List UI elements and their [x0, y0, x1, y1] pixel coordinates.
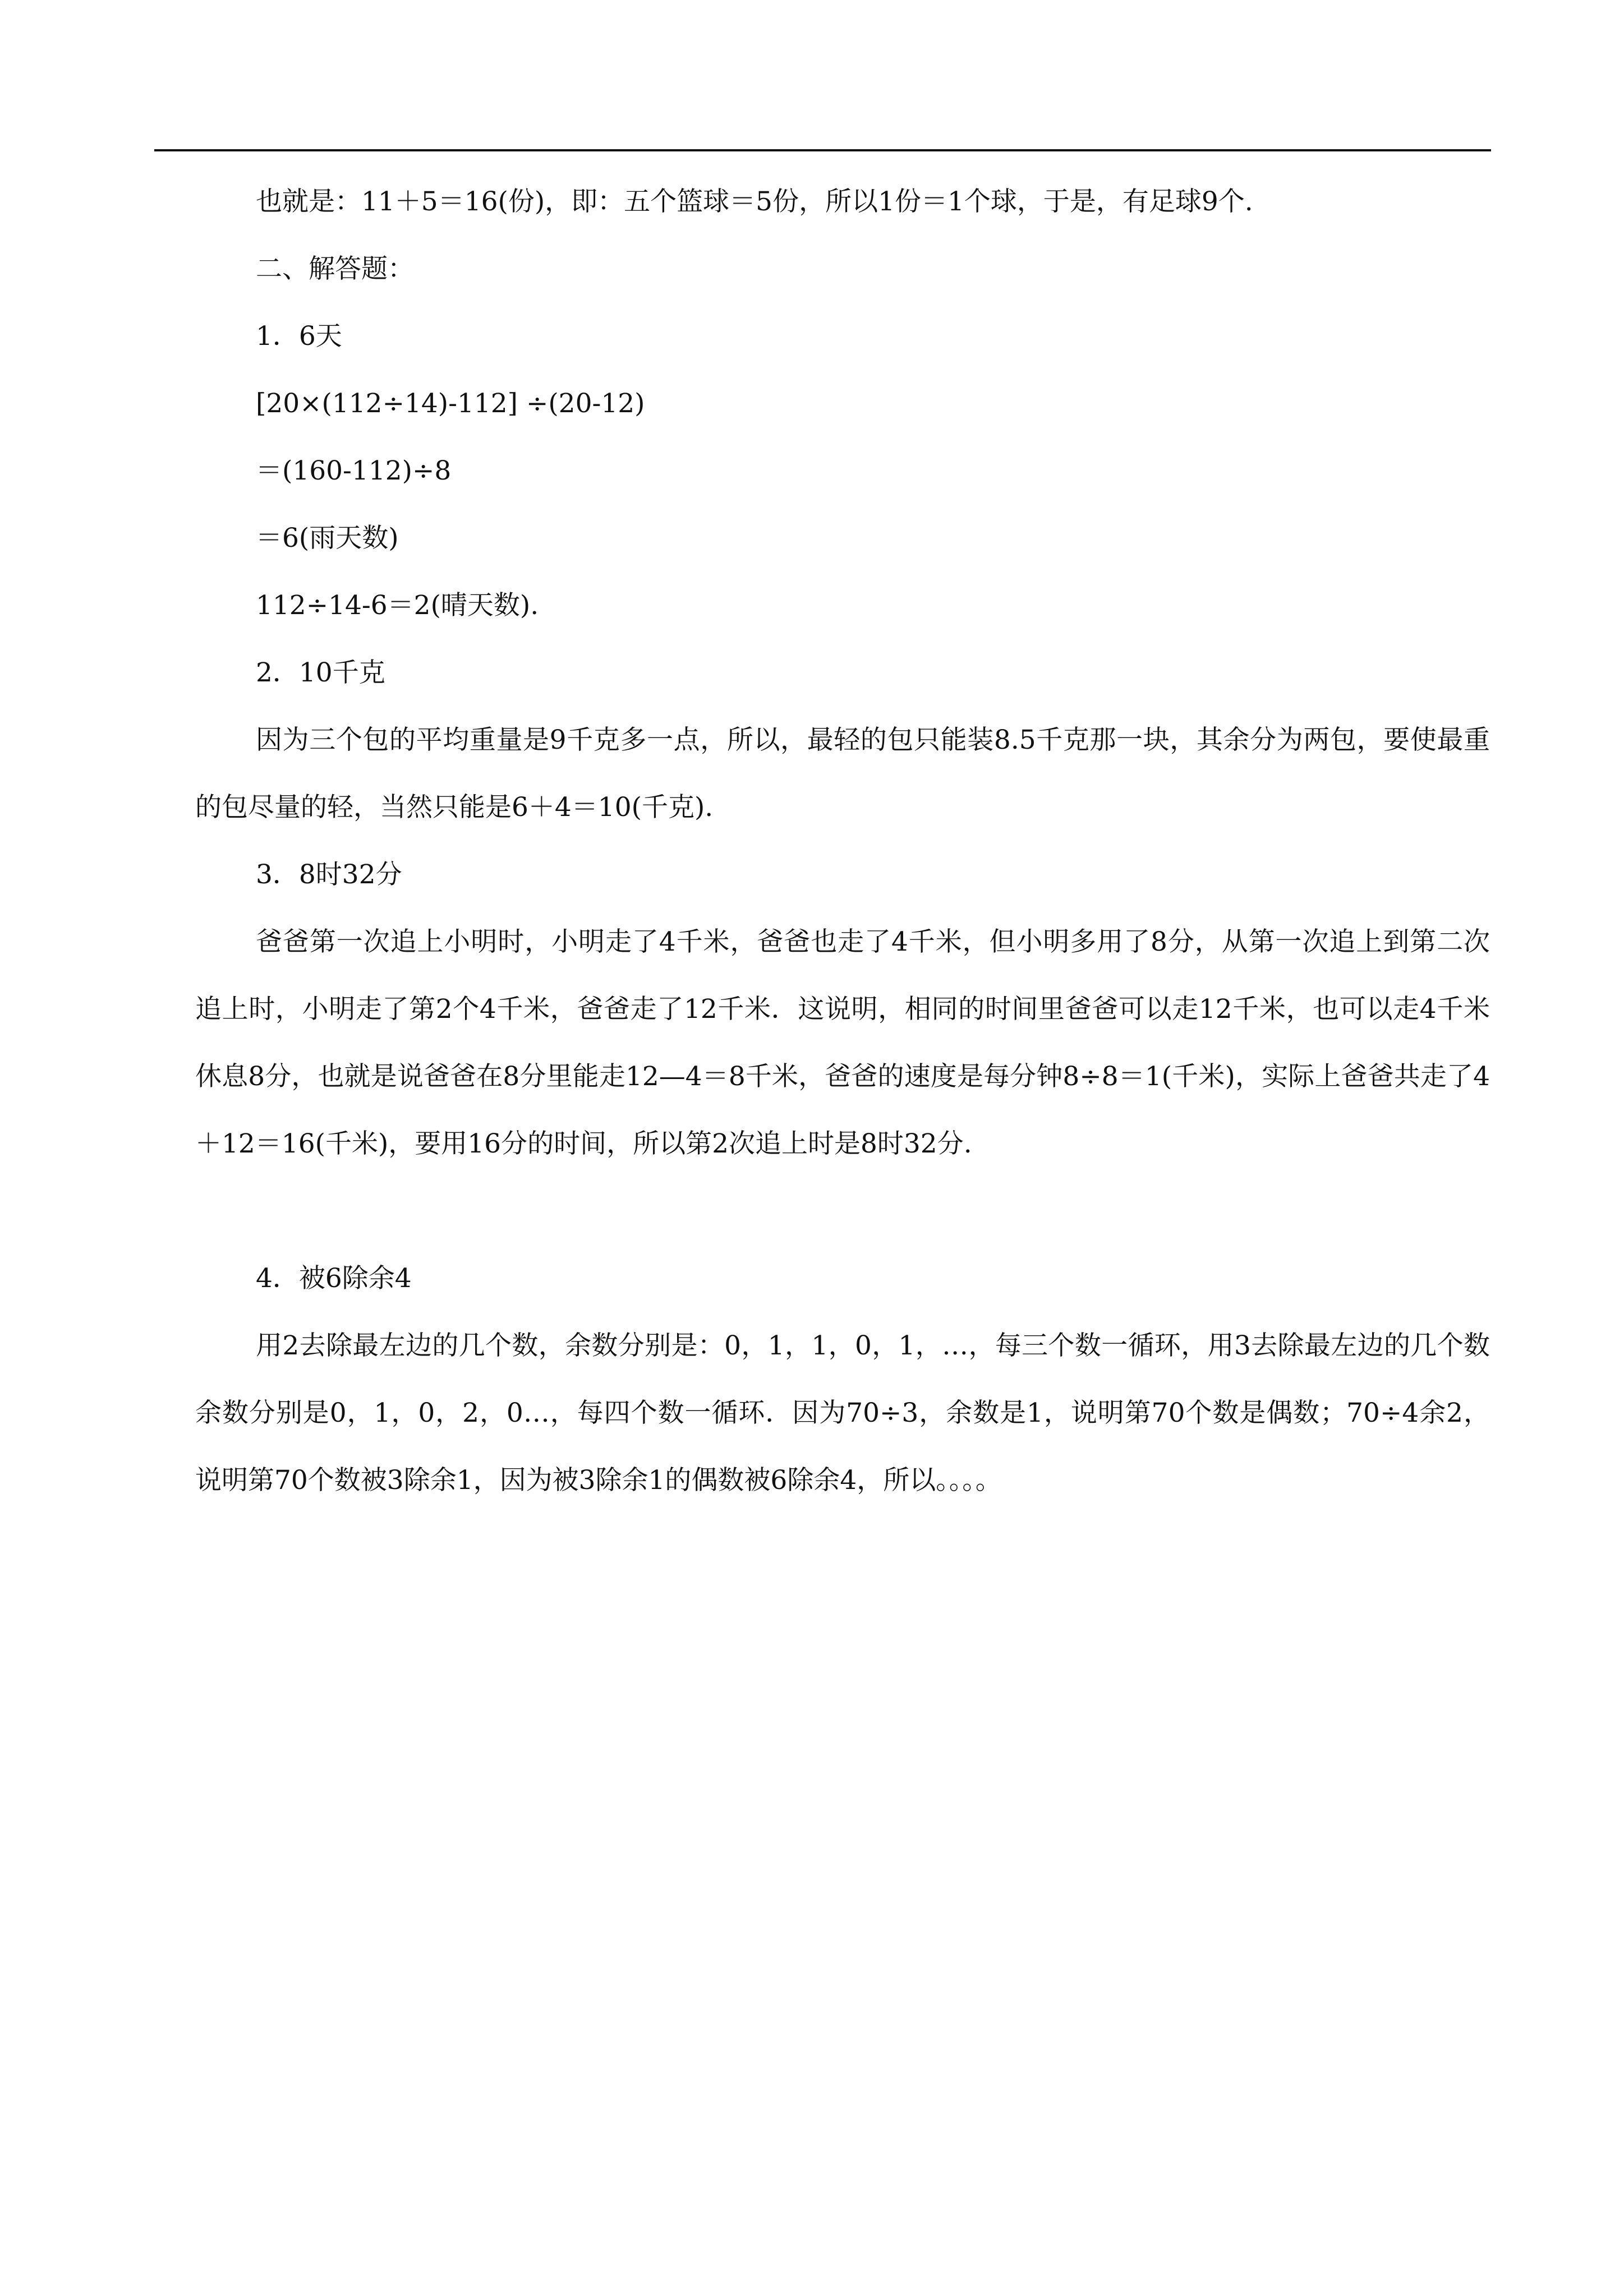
answer-4-block [256, 1245, 1490, 1312]
answer-4-explanation-block [195, 1312, 1490, 1514]
answer-2-heading: 2．10千克 [256, 657, 385, 688]
document-body [256, 168, 1490, 707]
equation-line: ＝6(雨天数) [256, 523, 399, 554]
header-rule [154, 149, 1491, 151]
text-line: 也就是：11＋5＝16(份)，即：五个篮球＝5份，所以1份＝1个球，于是，有足球9个. [256, 186, 1253, 217]
equation-line: 112÷14-6＝2(晴天数). [256, 590, 539, 621]
answer-1-heading: 1．6天 [256, 321, 342, 352]
answer-4-heading: 4．被6除余4 [256, 1263, 412, 1294]
answer-3-block [256, 841, 1490, 909]
answer-3-explanation: 爸爸第一次追上小明时，小明走了4千米，爸爸也走了4千米，但小明多用了8分，从第一次追上到第二次追上时，小明走了第2个4千米，爸爸走了12千米．这说明，相同的时间里爸爸可以走12千米，也可以走4千米休息8分，也就是说爸爸在8分里能走12—4＝8千米，爸爸的速度是每分钟8÷8＝1(千米)，实际上爸爸共走了4＋12＝16(千米)，要用16分的时间，所以第2次追上时是8时32分. [195, 926, 1490, 1159]
equation-line: ＝(160-112)÷8 [256, 455, 452, 486]
answer-3-explanation-block [195, 909, 1490, 1178]
answer-2-explanation-block [195, 707, 1490, 841]
answer-3-heading: 3．8时32分 [256, 859, 402, 890]
answer-4-explanation: 用2去除最左边的几个数，余数分别是：0，1，1，0，1，…，每三个数一循环，用3去除最左边的几个数余数分别是0，1，0，2，0…，每四个数一循环．因为70÷3，余数是1，说明第70个数是偶数；70÷4余2，说明第70个数被3除余1，因为被3除余1的偶数被6除余4，所以。。。。 [195, 1330, 1490, 1496]
section-heading: 二、解答题： [256, 253, 414, 284]
answer-2-explanation: 因为三个包的平均重量是9千克多一点，所以，最轻的包只能装8.5千克那一块，其余分为两包，要使最重的包尽量的轻，当然只能是6＋4＝10(千克). [195, 725, 1490, 823]
equation-line: [20×(112÷14)-112] ÷(20-12) [256, 388, 645, 419]
